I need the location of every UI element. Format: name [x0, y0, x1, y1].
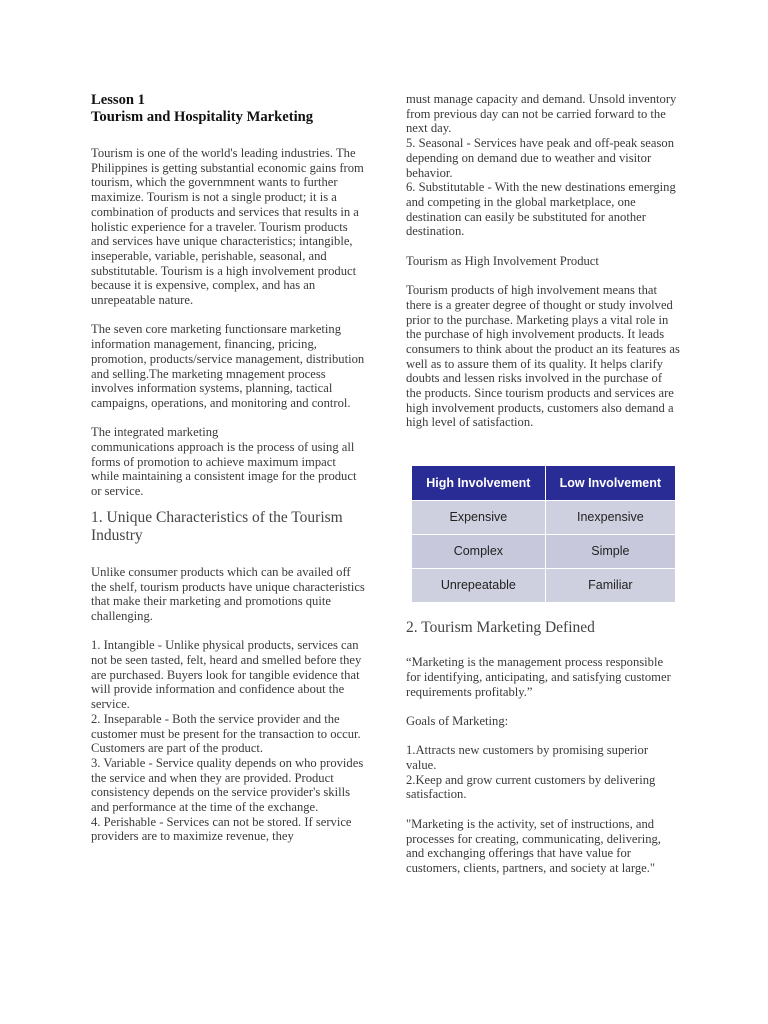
intro-paragraph: Tourism is one of the world's leading industries. The Philippines is getting substantial economic gains from tourism, which the governmnent wants to further maximize. Tourism is not a single product; it is a combination of products and services that results in a holistic experience for a traveler. Tourism products and services have unique characteristics; intangible, inseperable, variable, perishable, seasonal, and substitutable. Tourism is a high involvement product because it is expensive, complex, and has an unrepeatable nature.	[91, 146, 364, 308]
characteristic-perishable-continued: must manage capacity and demand. Unsold inventory from previous day can not be carried forward to the next day.	[406, 92, 677, 136]
left-column	[91, 92, 366, 844]
imc-rest: communications approach is the process of using all forms of promotion to achieve maximum impact while maintaining a consistent image for the product or service.	[91, 440, 357, 499]
characteristic-seasonal: 5. Seasonal - Services have peak and off-peak season depending on demand due to weather and visitor behavior.	[406, 136, 674, 180]
table-row	[412, 535, 676, 569]
table-row	[412, 569, 676, 603]
marketing-functions-paragraph: The seven core marketing functionsare marketing information management, financing, pricing, promotion, products/service management, distribution and selling.The marketing mnagement process involves information systems, planning, tactical campaigns, operations, and monitoring and control.	[91, 322, 365, 410]
table-header-row	[412, 466, 676, 501]
characteristic-substitutable: 6. Substitutable - With the new destinations emerging and competing in the global marketplace, one destination can easily be substituted for another destination.	[406, 180, 676, 239]
characteristic-inseparable: 2. Inseparable - Both the service provider and the customer must be present for the transaction to occur. Customers are part of the product.	[91, 711, 361, 756]
lesson-number: Lesson 1	[91, 92, 145, 108]
table-cell: Simple	[545, 535, 675, 569]
table-row	[412, 501, 676, 535]
goal-2: 2.Keep and grow current customers by delivering satisfaction.	[406, 772, 656, 802]
table-header: Low Involvement	[545, 466, 675, 501]
involvement-table	[411, 465, 676, 603]
imc-first-line: The integrated marketing	[91, 425, 219, 440]
section-2-heading: 2. Tourism Marketing Defined	[406, 619, 595, 637]
high-involvement-heading: Tourism as High Involvement Product	[406, 253, 599, 268]
table-cell: Unrepeatable	[412, 569, 546, 603]
imc-paragraph	[91, 425, 366, 499]
right-column	[406, 92, 680, 890]
table-cell: Familiar	[545, 569, 675, 603]
marketing-definition-quote-2: "Marketing is the activity, set of instructions, and processes for creating, communicating, delivering, and exchanging offerings that have value for customers, clients, partners, and society at large."	[406, 816, 661, 875]
table-cell: Complex	[412, 535, 546, 569]
goal-1: 1.Attracts new customers by promising superior value.	[406, 743, 649, 773]
section-1-intro: Unlike consumer products which can be availed off the shelf, tourism products have unique characteristics that make their marketing and promotions quite challenging.	[91, 564, 365, 623]
high-involvement-paragraph: Tourism products of high involvement means that there is a greater degree of thought or study involved prior to the purchase. Marketing plays a vital role in the purchase of high involvement products. It leads consumers to think about the product an its features as well as to assure them of its quality. It helps clarify doubts and lessen risks involved in the purchase of the products. Since tourism products and services are high involvement products, customers also demand a high level of satisfaction.	[406, 283, 680, 430]
section-1-heading: 1. Unique Characteristics of the Tourism Industry	[91, 508, 343, 544]
characteristic-variable: 3. Variable - Service quality depends on who provides the service and when they are provided. Product consistency depends on the service provider's skills and performance at the time of the exchange.	[91, 755, 364, 815]
lesson-title	[91, 92, 366, 126]
characteristic-intangible: 1. Intangible - Unlike physical products, services can not be seen tasted, felt, heard and smelled before they are purchased. Buyers look for tangible evidence that will provide information and confidence about the service.	[91, 638, 362, 712]
marketing-definition-quote-1: “Marketing is the management process responsible for identifying, anticipating, and satisfying customer requirements profitably.”	[406, 655, 671, 699]
table-cell: Expensive	[412, 501, 546, 535]
characteristic-perishable: 4. Perishable - Services can not be stored. If service providers are to maximize revenue, they	[91, 814, 352, 844]
goals-heading: Goals of Marketing:	[406, 713, 509, 728]
table-header: High Involvement	[412, 466, 546, 501]
table-cell: Inexpensive	[545, 501, 675, 535]
lesson-name: Tourism and Hospitality Marketing	[91, 109, 314, 125]
